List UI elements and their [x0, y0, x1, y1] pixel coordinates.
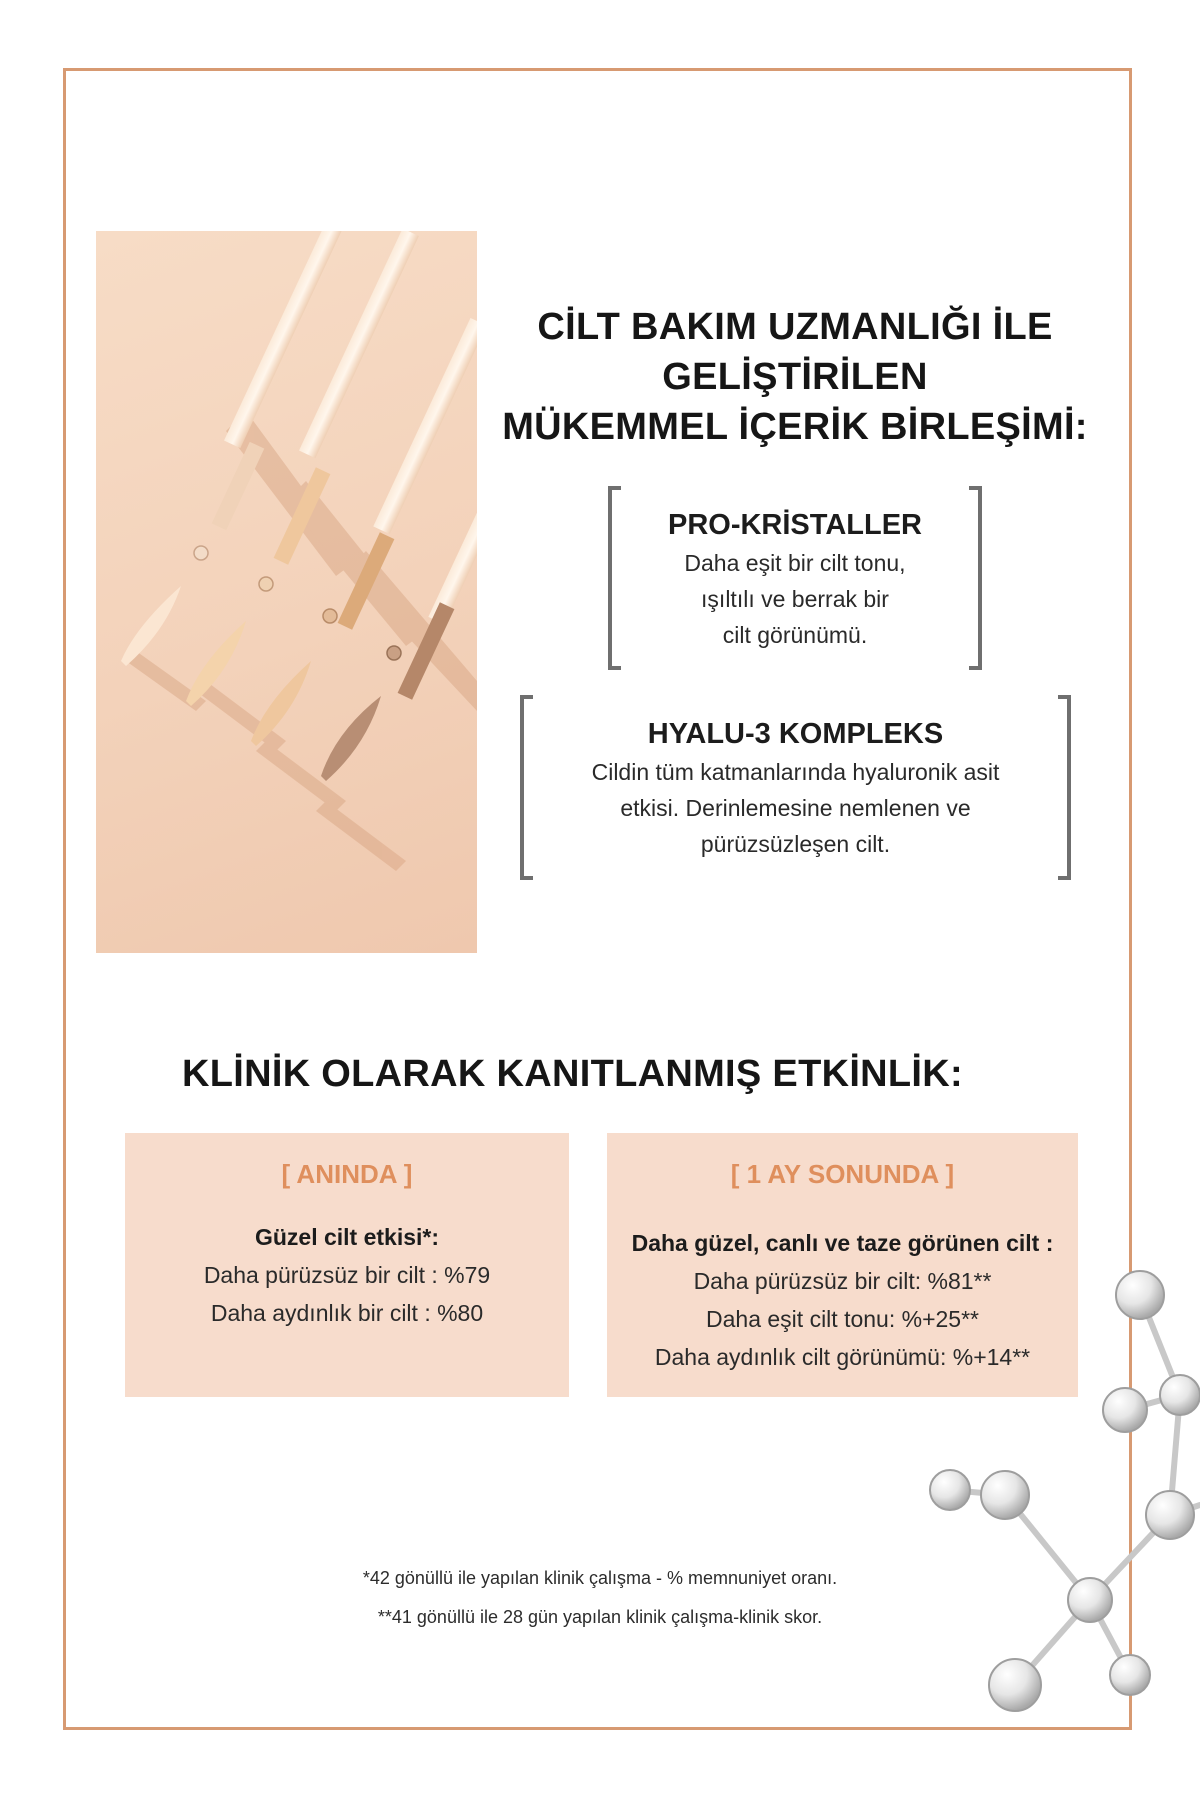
clinical-card-instant: [125, 1133, 569, 1397]
product-photo: [96, 231, 477, 953]
bracket-left: [608, 486, 621, 670]
feature-title: HYALU-3 KOMPLEKS: [647, 718, 944, 750]
card-tag: [ 1 AY SONUNDA ]: [730, 1159, 955, 1189]
clinical-section-title: KLİNİK OLARAK KANITLANMIŞ ETKİNLİK:: [182, 1053, 963, 1095]
feature-description: [608, 545, 982, 653]
bracket-left: [520, 695, 533, 880]
card-line: Daha aydınlık bir cilt : %80: [210, 1300, 484, 1326]
card-lead: Daha güzel, canlı ve taze görünen cilt :: [631, 1230, 1054, 1256]
feature-line: pürüzsüzleşen cilt.: [700, 831, 891, 857]
feature-line: Daha eşit bir cilt tonu,: [684, 550, 906, 576]
footnote-2: **41 gönüllü ile 28 gün yapılan klinik çalışma-klinik skor.: [377, 1607, 823, 1627]
feature-line: ışıltılı ve berrak bir: [701, 586, 889, 612]
hero-headline: [470, 302, 1120, 452]
feature-line: cilt görünümü.: [722, 622, 868, 648]
headline-line-3: MÜKEMMEL İÇERİK BİRLEŞİMİ:: [502, 406, 1088, 448]
feature-title: PRO-KRİSTALLER: [667, 509, 922, 541]
feature-line: Cildin tüm katmanlarında hyaluronik asit: [591, 759, 1000, 785]
bracket-right: [969, 486, 982, 670]
feature-pro-kristaller: [608, 486, 982, 670]
headline-line-1: CİLT BAKIM UZMANLIĞI İLE: [537, 306, 1053, 348]
card-tag: [ ANINDA ]: [281, 1159, 413, 1189]
footnote-1: *42 gönüllü ile yapılan klinik çalışma - % memnuniyet oranı.: [362, 1568, 838, 1588]
card-line: Daha pürüzsüz bir cilt: %81**: [693, 1268, 992, 1294]
card-line: Daha pürüzsüz bir cilt : %79: [203, 1262, 491, 1288]
card-lead: Güzel cilt etkisi*:: [254, 1224, 440, 1250]
card-line: Daha eşit cilt tonu: %+25**: [706, 1306, 979, 1332]
molecule-illustration: [920, 1250, 1200, 1730]
feature-hyalu-3: [520, 695, 1071, 880]
card-line: Daha aydınlık cilt görünümü: %+14**: [654, 1344, 1031, 1370]
feature-description: [520, 754, 1071, 862]
headline-line-2: GELİŞTİRİLEN: [662, 356, 928, 398]
feature-line: etkisi. Derinlemesine nemlenen ve: [620, 795, 971, 821]
bracket-right: [1058, 695, 1071, 880]
